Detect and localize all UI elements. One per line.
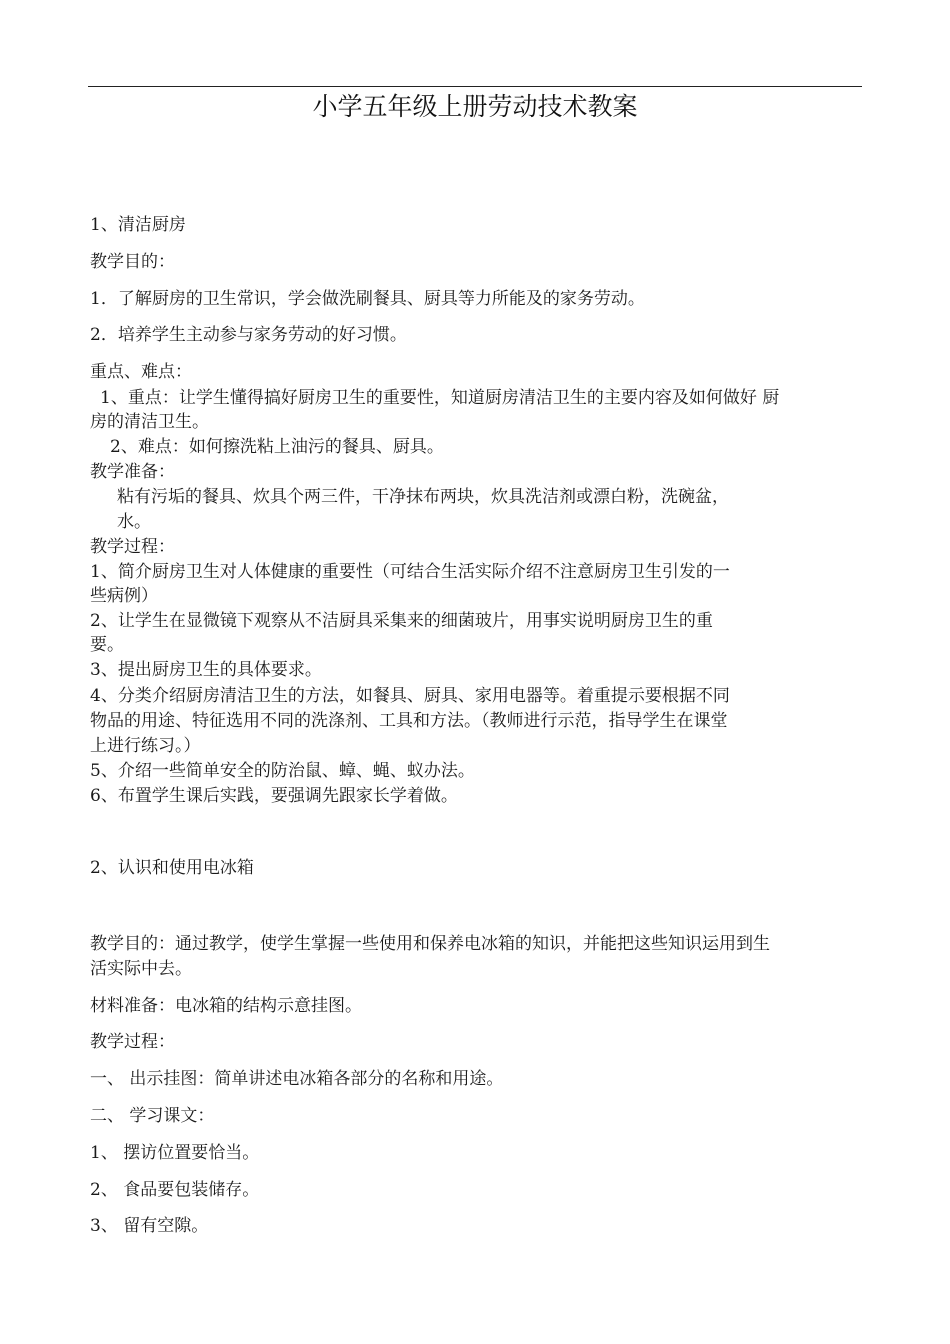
lesson1-step-2-line-2: 要。 [90,635,124,655]
lesson2-materials: 材料准备：电冰箱的结构示意挂图。 [90,996,362,1016]
lesson1-step-1-line-1: 1、简介厨房卫生对人体健康的重要性（可结合生活实际介绍不注意厨房卫生引发的一 [90,562,730,582]
lesson1-step-2-line-1: 2、让学生在显微镜下观察从不洁厨具采集来的细菌玻片，用事实说明厨房卫生的重 [90,611,713,631]
lesson1-step-1-line-2: 些病例） [90,586,158,606]
document-title: 小学五年级上册劳动技术教案 [312,92,638,121]
lesson1-step-4-line-2: 物品的用途、特征选用不同的洗涤剂、工具和方法。（教师进行示范，指导学生在课堂 [90,711,728,731]
lesson1-prep-line-1: 粘有污垢的餐具、炊具个两三件，干净抹布两块，炊具洗洁剂或漂白粉，洗碗盆， [117,487,729,507]
lesson2-item-3: 3、 留有空隙。 [90,1216,209,1236]
lesson1-prep-label: 教学准备： [90,462,175,482]
lesson1-objectives-label: 教学目的： [90,252,175,272]
lesson1-process-label: 教学过程： [90,537,175,557]
lesson1-step-3: 3、提出厨房卫生的具体要求。 [90,660,322,680]
lesson2-item-1: 1、 摆访位置要恰当。 [90,1143,260,1163]
lesson1-prep-line-2: 水。 [117,512,151,532]
lesson2-objective-line-2: 活实际中去。 [90,959,192,979]
header-rule [88,86,862,87]
lesson1-objective-2: 2．培养学生主动参与家务劳动的好习惯。 [90,325,407,345]
lesson1-step-4-line-1: 4、分类介绍厨房清洁卫生的方法，如餐具、厨具、家用电器等。着重提示要根据不同 [90,686,730,706]
lesson1-step-4-line-3: 上进行练习。） [90,736,201,756]
lesson2-objective-line-1: 教学目的：通过教学，使学生掌握一些使用和保养电冰箱的知识，并能把这些知识运用到生 [90,934,770,954]
lesson1-key-point-line-2: 房的清洁卫生。 [90,412,209,432]
lesson2-part-1: 一、 出示挂图：简单讲述电冰箱各部分的名称和用途。 [90,1069,504,1089]
lesson1-key-point-line-1: 1、重点：让学生懂得搞好厨房卫生的重要性，知道厨房清洁卫生的主要内容及如何做好 厨 [100,388,780,408]
lesson2-part-2: 二、 学习课文： [90,1106,215,1126]
lesson2-heading: 2、认识和使用电冰箱 [90,858,254,878]
lesson1-step-5: 5、介绍一些简单安全的防治鼠、蟑、蝇、蚁办法。 [90,761,475,781]
lesson1-heading: 1、清洁厨房 [90,215,186,235]
lesson2-item-2: 2、 食品要包装储存。 [90,1180,260,1200]
lesson1-difficulty: 2、难点：如何擦洗粘上油污的餐具、厨具。 [110,437,444,457]
lesson2-process-label: 教学过程： [90,1032,175,1052]
lesson1-step-6: 6、布置学生课后实践，要强调先跟家长学着做。 [90,786,458,806]
lesson1-objective-1: 1．了解厨房的卫生常识，学会做洗刷餐具、厨具等力所能及的家务劳动。 [90,289,645,309]
lesson1-key-points-label: 重点、难点： [90,362,192,382]
